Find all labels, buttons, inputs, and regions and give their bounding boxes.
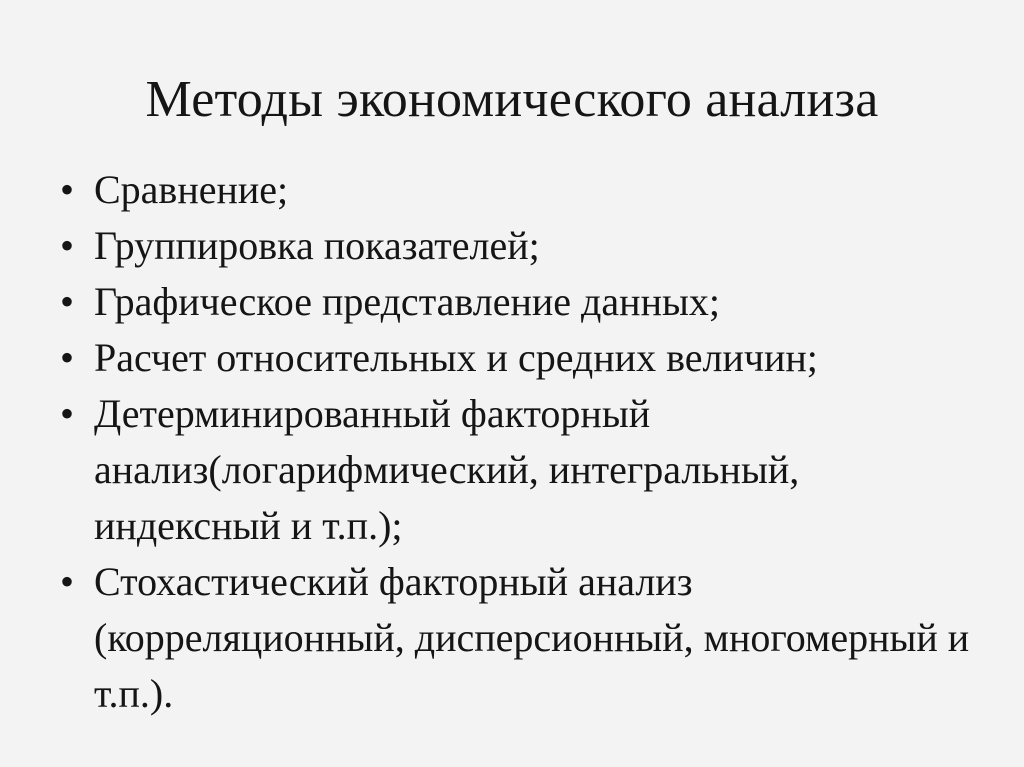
bullet-text: Сравнение; bbox=[94, 167, 289, 212]
bullet-text: Расчет относительных и средних величин; bbox=[94, 335, 818, 380]
bullet-text: Графическое представление данных; bbox=[94, 279, 720, 324]
list-item bbox=[60, 554, 980, 722]
list-item bbox=[60, 386, 980, 554]
slide-title: Методы экономического анализа bbox=[145, 71, 879, 128]
bullet-icon: • bbox=[60, 559, 75, 604]
bullet-list bbox=[60, 162, 980, 722]
bullet-icon: • bbox=[60, 223, 75, 268]
list-item bbox=[60, 274, 980, 330]
bullet-icon: • bbox=[60, 391, 75, 436]
bullet-icon: • bbox=[60, 335, 75, 380]
list-item bbox=[60, 162, 980, 218]
bullet-text: Детерминированный факторный анализ(логарифмический, интегральный, индексный и т.п.); bbox=[94, 391, 800, 548]
bullet-icon: • bbox=[60, 167, 75, 212]
bullet-text: Стохастический факторный анализ (корреляционный, дисперсионный, многомерный и т.п.). bbox=[94, 559, 970, 716]
bullet-icon: • bbox=[60, 279, 75, 324]
bullet-text: Группировка показателей; bbox=[94, 223, 540, 268]
list-item bbox=[60, 218, 980, 274]
list-item bbox=[60, 330, 980, 386]
